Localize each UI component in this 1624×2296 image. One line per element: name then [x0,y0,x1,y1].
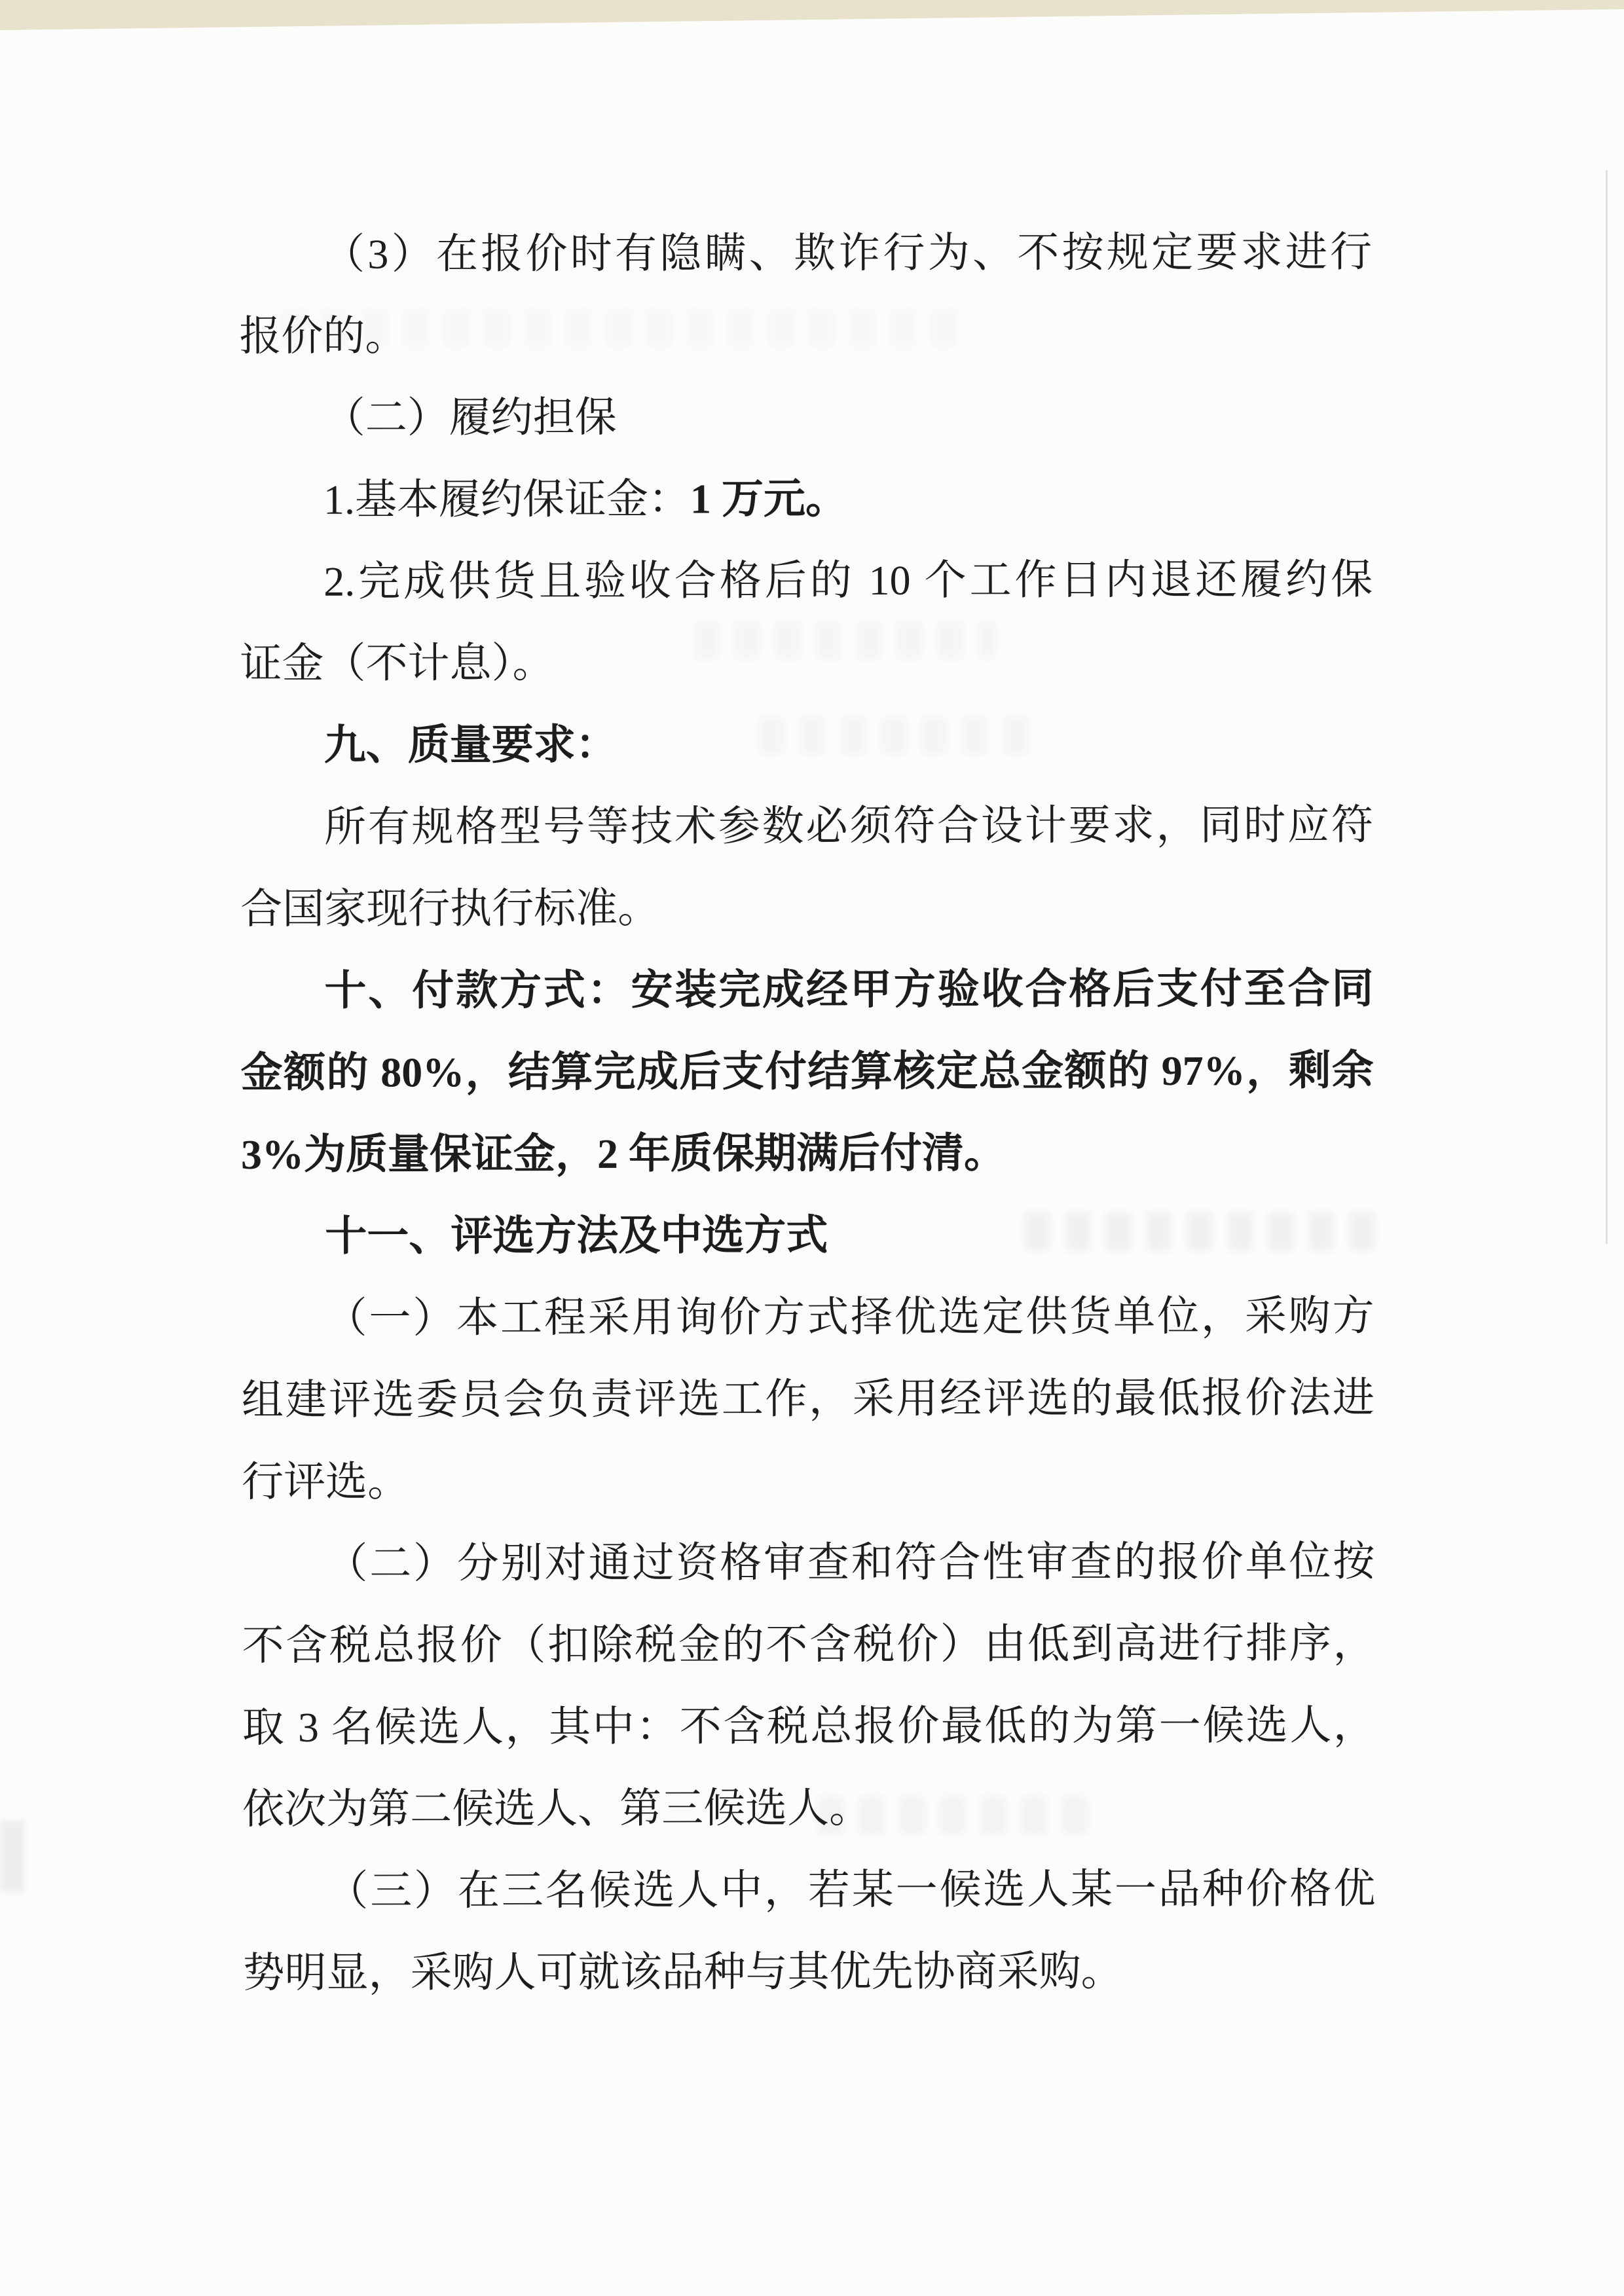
text-line [240,538,1373,623]
text-run: 依次为第二候选人、第三候选人。 [242,1784,872,1832]
text-line [240,620,1373,704]
text-run: （三）在三名候选人中，若某一候选人某一品种价格优 [326,1865,1376,1914]
text-run: 势明显，采购人可就该品种与其优先协商采购。 [242,1948,1123,1996]
text-run: 不含税总报价（扣除税金的不含税价）由低到高进行排序， [242,1620,1375,1669]
text-line [241,1275,1374,1359]
text-run: 1 万元。 [690,475,847,522]
text-run: 十一、评选方法及中选方式 [325,1212,828,1260]
text-run: 2.完成供货且验收合格后的 10 个工作日内退还履约保 [323,556,1373,605]
text-run: 1.基本履约保证金： [323,475,690,523]
text-line [241,1193,1374,1277]
document-body [239,211,1376,2014]
text-line [240,784,1373,868]
text-run: 金额的 80%，结算完成后支付结算核定总金额的 97%，剩余 [240,1047,1374,1096]
text-run: 证金（不计息）。 [240,639,555,687]
text-line [242,1929,1375,2014]
text-line [240,702,1373,786]
scanner-edge-band [0,0,1624,33]
text-run: （二）分别对通过资格审查和符合性审查的报价单位按 [325,1538,1375,1587]
text-line [240,456,1373,541]
text-run: 十、付款方式：安装完成经甲方验收合格后支付至合同 [324,965,1374,1014]
text-line [239,211,1372,295]
text-line [242,1438,1375,1523]
text-line [240,866,1373,950]
text-line [242,1766,1375,1850]
text-run: 取 3 名候选人，其中：不含税总报价最低的为第一候选人， [242,1702,1375,1751]
text-run: 3%为质量保证金，2 年质保期满后付清。 [240,1129,1006,1178]
text-line [242,1848,1375,1932]
text-line [242,1357,1375,1441]
text-line [239,293,1372,377]
text-line [241,1111,1374,1195]
text-run: 行评选。 [241,1458,410,1505]
text-run: （一）本工程采用询价方式择优选定供货单位，采购方 [325,1292,1375,1341]
text-line [240,947,1373,1032]
text-run: 组建评选委员会负责评选工作，采用经评选的最低报价法进 [241,1374,1375,1423]
text-run: （3）在报价时有隐瞒、欺诈行为、不按规定要求进行 [323,228,1373,278]
scan-artifact-bleedthrough [0,1820,36,1892]
text-line [242,1602,1375,1686]
text-line [240,374,1373,459]
text-line [242,1520,1375,1605]
text-line [242,1684,1375,1768]
paper-edge-shadow [1606,170,1608,1244]
text-run: 九、质量要求： [323,721,618,769]
text-run: 报价的。 [239,312,407,359]
text-run: 所有规格型号等技术参数必须符合设计要求，同时应符 [323,801,1374,850]
text-run: （二）履约担保 [323,393,617,441]
text-line [241,1029,1374,1114]
text-run: 合国家现行执行标准。 [240,884,660,932]
